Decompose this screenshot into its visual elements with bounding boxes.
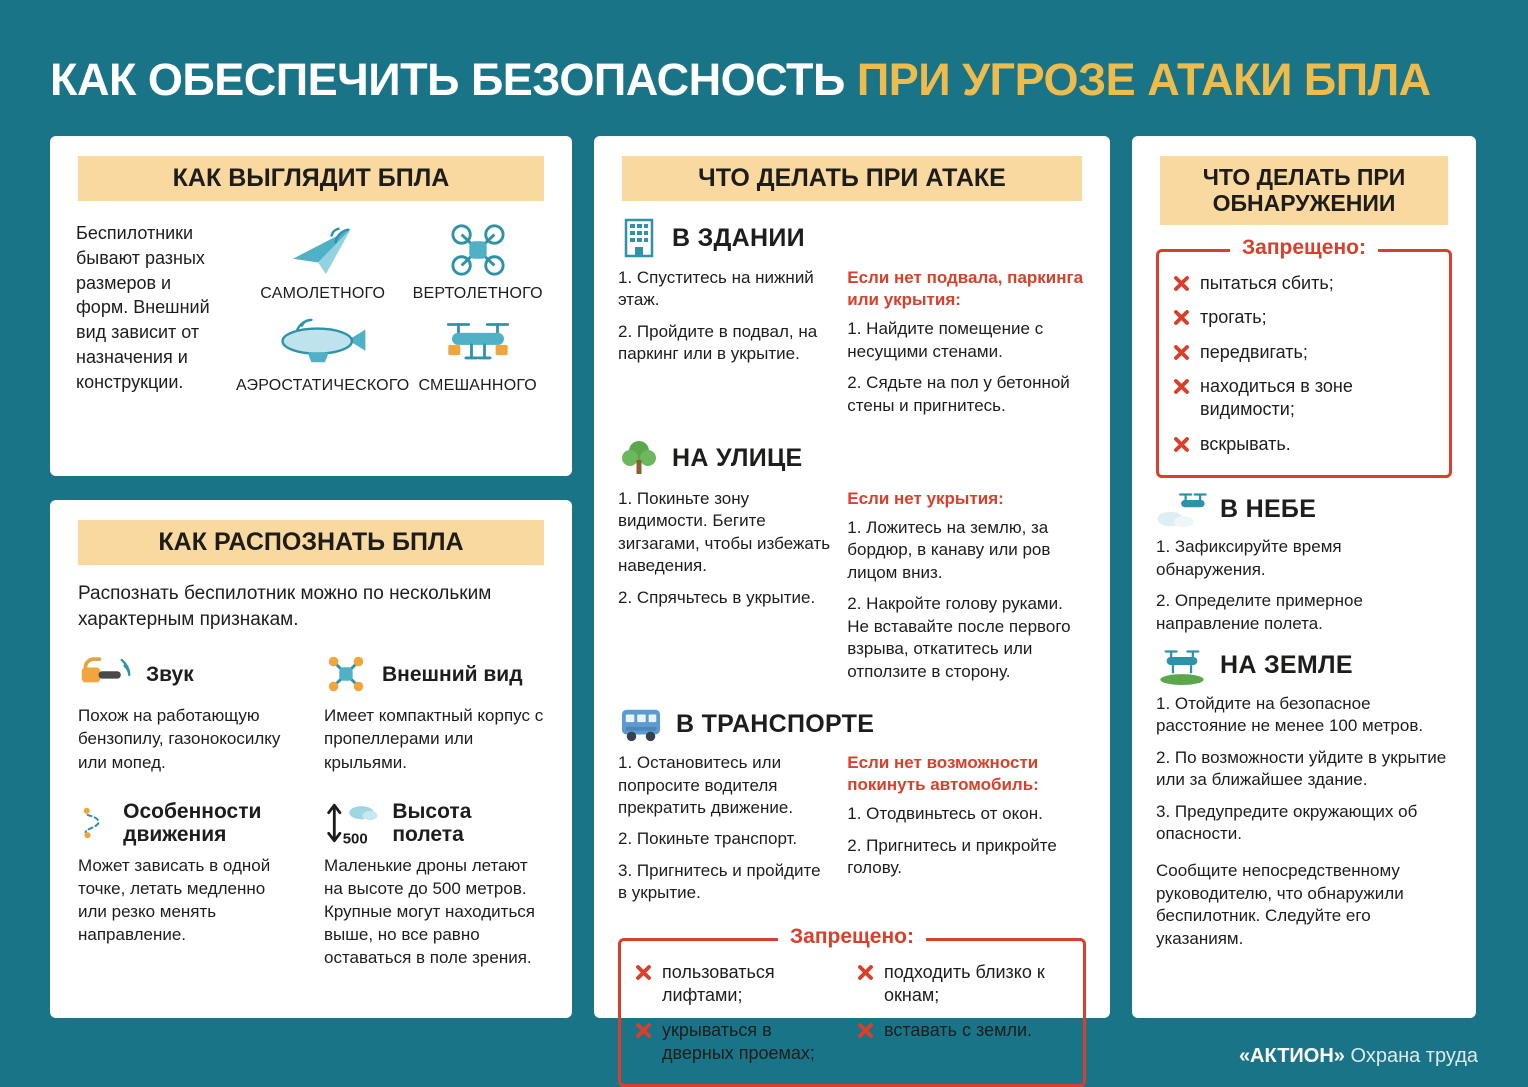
step: 1. Зафиксируйте время обнаружения. bbox=[1156, 537, 1342, 579]
chainsaw-icon bbox=[78, 652, 132, 696]
bus-icon bbox=[618, 704, 664, 744]
height-value: 500 bbox=[342, 830, 368, 846]
forbidden-text: находиться в зоне видимости; bbox=[1200, 376, 1353, 420]
feature-title: Внешний вид bbox=[382, 662, 523, 686]
x-icon bbox=[1173, 378, 1190, 395]
building-icon bbox=[618, 217, 660, 259]
drone-type-label: СМЕШАННОГО bbox=[418, 376, 537, 394]
feature-text: Имеет компактный корпус с пропеллерами или крыльями. bbox=[324, 706, 544, 772]
step: 1. Остановитесь или попросите водителя прекратить движение. bbox=[618, 753, 794, 817]
feature-text: Похож на работающую бензопилу, газонокосилку или мопед. bbox=[78, 706, 281, 772]
footer-brand: «АКТИОН» bbox=[1238, 1045, 1345, 1067]
x-icon bbox=[857, 964, 874, 981]
forbidden-text: вставать с земли. bbox=[884, 1019, 1033, 1040]
card-how-drone-looks bbox=[50, 136, 572, 476]
forbidden-item bbox=[635, 961, 847, 1008]
x-icon bbox=[1173, 436, 1190, 453]
forbidden-title: Запрещено: bbox=[1230, 236, 1378, 260]
forbidden-title: Запрещено: bbox=[778, 925, 926, 949]
right-column bbox=[1132, 136, 1476, 1018]
drone-types-grid bbox=[236, 221, 546, 395]
detection-forbidden-box bbox=[1156, 235, 1452, 478]
card-header-recognize: КАК РАСПОЗНАТЬ БПЛА bbox=[78, 520, 544, 565]
movement-path-icon bbox=[78, 801, 109, 845]
step: 1. Покиньте зону видимости. Бегите зигзагами, чтобы избежать наведения. bbox=[618, 488, 831, 576]
forbidden-item bbox=[1173, 272, 1435, 295]
forbidden-item bbox=[1173, 433, 1435, 456]
forbidden-item bbox=[1173, 341, 1435, 364]
detection-section-sky bbox=[1154, 490, 1454, 635]
drone-in-sky-icon bbox=[1156, 490, 1208, 528]
step: 2. Сядьте на пол у бетонной стены и пригнитесь. bbox=[847, 373, 1070, 415]
section-title: В НЕБЕ bbox=[1220, 494, 1317, 523]
section-title: В ЗДАНИИ bbox=[672, 223, 805, 252]
recognize-intro: Распознать беспилотник можно по нескольким характерным признакам. bbox=[78, 583, 492, 630]
attack-section-street bbox=[616, 438, 1088, 692]
step: 2. По возможности уйдите в укрытие или за ближайшее здание. bbox=[1156, 747, 1447, 790]
appearance-intro: Беспилотники бывают разных размеров и форм. Внешний вид зависит от назначения и конструкции. bbox=[76, 223, 210, 392]
detection-outro: Сообщите непосредственному руководителю, что обнаружили беспилотник. Следуйте его указаниям. bbox=[1156, 860, 1404, 949]
left-column bbox=[50, 136, 572, 1018]
forbidden-item bbox=[857, 961, 1069, 1008]
alt-title: Если нет укрытия: bbox=[847, 488, 1004, 508]
feature-height bbox=[324, 800, 544, 970]
attack-section-building bbox=[616, 217, 1088, 426]
feature-title: Высота полета bbox=[392, 799, 472, 846]
section-title: НА УЛИЦЕ bbox=[672, 444, 803, 473]
alt-title: Если нет подвала, паркинга или укрытия: bbox=[847, 268, 1084, 310]
forbidden-text: пользоваться лифтами; bbox=[662, 961, 775, 1006]
step: 3. Пригнитесь и пройдите в укрытие. bbox=[618, 860, 821, 903]
attack-section-transport bbox=[616, 704, 1088, 914]
forbidden-text: укрываться в дверных проемах; bbox=[662, 1019, 815, 1063]
section-title: В ТРАНСПОРТЕ bbox=[676, 709, 875, 738]
drone-type-label: АЭРОСТАТИЧЕСКОГО bbox=[236, 376, 410, 394]
x-icon bbox=[1173, 309, 1190, 326]
forbidden-item bbox=[1173, 306, 1435, 329]
airplane-drone-icon bbox=[286, 222, 360, 278]
page-title-white: КАК ОБЕСПЕЧИТЬ БЕЗОПАСНОСТЬ bbox=[50, 54, 845, 105]
forbidden-item bbox=[635, 1019, 847, 1066]
feature-text: Маленькие дроны летают на высоте до 500 метров. Крупные могут находиться выше, но все равно оставаться в поле зрения. bbox=[324, 855, 536, 968]
detection-section-ground bbox=[1154, 647, 1454, 846]
drone-top-view-icon bbox=[324, 652, 368, 696]
forbidden-text: передвигать; bbox=[1200, 341, 1308, 362]
step: 1. Отодвиньтесь от окон. bbox=[847, 804, 1043, 824]
footer-label: Охрана труда bbox=[1350, 1045, 1478, 1067]
blimp-drone-icon bbox=[277, 318, 369, 370]
forbidden-text: пытаться сбить; bbox=[1200, 272, 1334, 293]
drone-type-label: САМОЛЕТНОГО bbox=[260, 284, 386, 302]
step: 2. Покиньте транспорт. bbox=[618, 829, 798, 849]
middle-column bbox=[594, 136, 1110, 1063]
card-how-to-recognize bbox=[50, 500, 572, 1018]
page-title-accent: ПРИ УГРОЗЕ АТАКИ БПЛА bbox=[856, 54, 1431, 105]
drone-type-quadcopter bbox=[409, 221, 546, 303]
step: 3. Предупредите окружающих об опасности. bbox=[1156, 801, 1418, 844]
drone-type-airplane bbox=[236, 221, 409, 303]
step: 1. Ложитесь на землю, за бордюр, в канаву или ров лицом вниз. bbox=[847, 518, 1051, 582]
drone-on-ground-icon bbox=[1156, 647, 1208, 685]
step: 1. Отойдите на безопасное расстояние не менее 100 метров. bbox=[1156, 693, 1424, 736]
step: 2. Спрячьтесь в укрытие. bbox=[618, 587, 816, 607]
step: 2. Пройдите в подвал, на паркинг или в укрытие. bbox=[618, 321, 818, 364]
forbidden-text: подходить близко к окнам; bbox=[884, 961, 1045, 1006]
recognize-features bbox=[78, 652, 544, 969]
quadcopter-drone-icon bbox=[447, 222, 509, 278]
card-header-appearance: КАК ВЫГЛЯДИТ БПЛА bbox=[78, 156, 544, 201]
x-icon bbox=[1173, 344, 1190, 361]
tree-icon bbox=[618, 438, 660, 480]
forbidden-text: вскрывать. bbox=[1200, 433, 1291, 454]
drone-type-mixed bbox=[409, 317, 546, 395]
step: 2. Накройте голову руками. Не вставайте после первого взрыва, откатитесь или отползите в сторону. bbox=[847, 594, 1071, 681]
step: 1. Спуститесь на нижний этаж. bbox=[618, 268, 814, 310]
mixed-drone-icon bbox=[440, 318, 516, 370]
footer bbox=[1239, 1045, 1478, 1068]
card-header-detection: ЧТО ДЕЛАТЬ ПРИ ОБНАРУЖЕНИИ bbox=[1160, 156, 1448, 225]
forbidden-item bbox=[1173, 375, 1435, 422]
card-header-attack: ЧТО ДЕЛАТЬ ПРИ АТАКЕ bbox=[622, 156, 1082, 201]
x-icon bbox=[635, 1022, 652, 1039]
step: 1. Найдите помещение с несущими стенами. bbox=[847, 319, 1044, 361]
feature-text: Может зависать в одной точке, летать медленно или резко менять направление. bbox=[78, 855, 271, 945]
feature-sound bbox=[78, 652, 298, 773]
forbidden-text: трогать; bbox=[1200, 307, 1267, 328]
drone-type-blimp bbox=[236, 317, 409, 395]
attack-forbidden-box bbox=[618, 924, 1086, 1087]
section-title: НА ЗЕМЛЕ bbox=[1220, 651, 1353, 680]
card-what-to-do-attack bbox=[594, 136, 1110, 1063]
feature-title: Особенности движения bbox=[123, 799, 262, 846]
feature-movement bbox=[78, 800, 298, 970]
x-icon bbox=[857, 1022, 874, 1039]
step: 2. Пригнитесь и прикройте голову. bbox=[847, 835, 1057, 878]
feature-title: Звук bbox=[146, 662, 194, 686]
flight-height-icon bbox=[324, 800, 378, 846]
drone-type-label: ВЕРТОЛЕТНОГО bbox=[412, 284, 543, 302]
step: 2. Определите примерное направление полета. bbox=[1156, 591, 1363, 633]
feature-look bbox=[324, 652, 544, 773]
forbidden-item bbox=[857, 1019, 1069, 1042]
page-title bbox=[0, 0, 1528, 136]
alt-title: Если нет возможности покинуть автомобиль: bbox=[847, 753, 1039, 795]
card-what-to-do-detection bbox=[1132, 136, 1476, 1018]
x-icon bbox=[1173, 275, 1190, 292]
x-icon bbox=[635, 964, 652, 981]
